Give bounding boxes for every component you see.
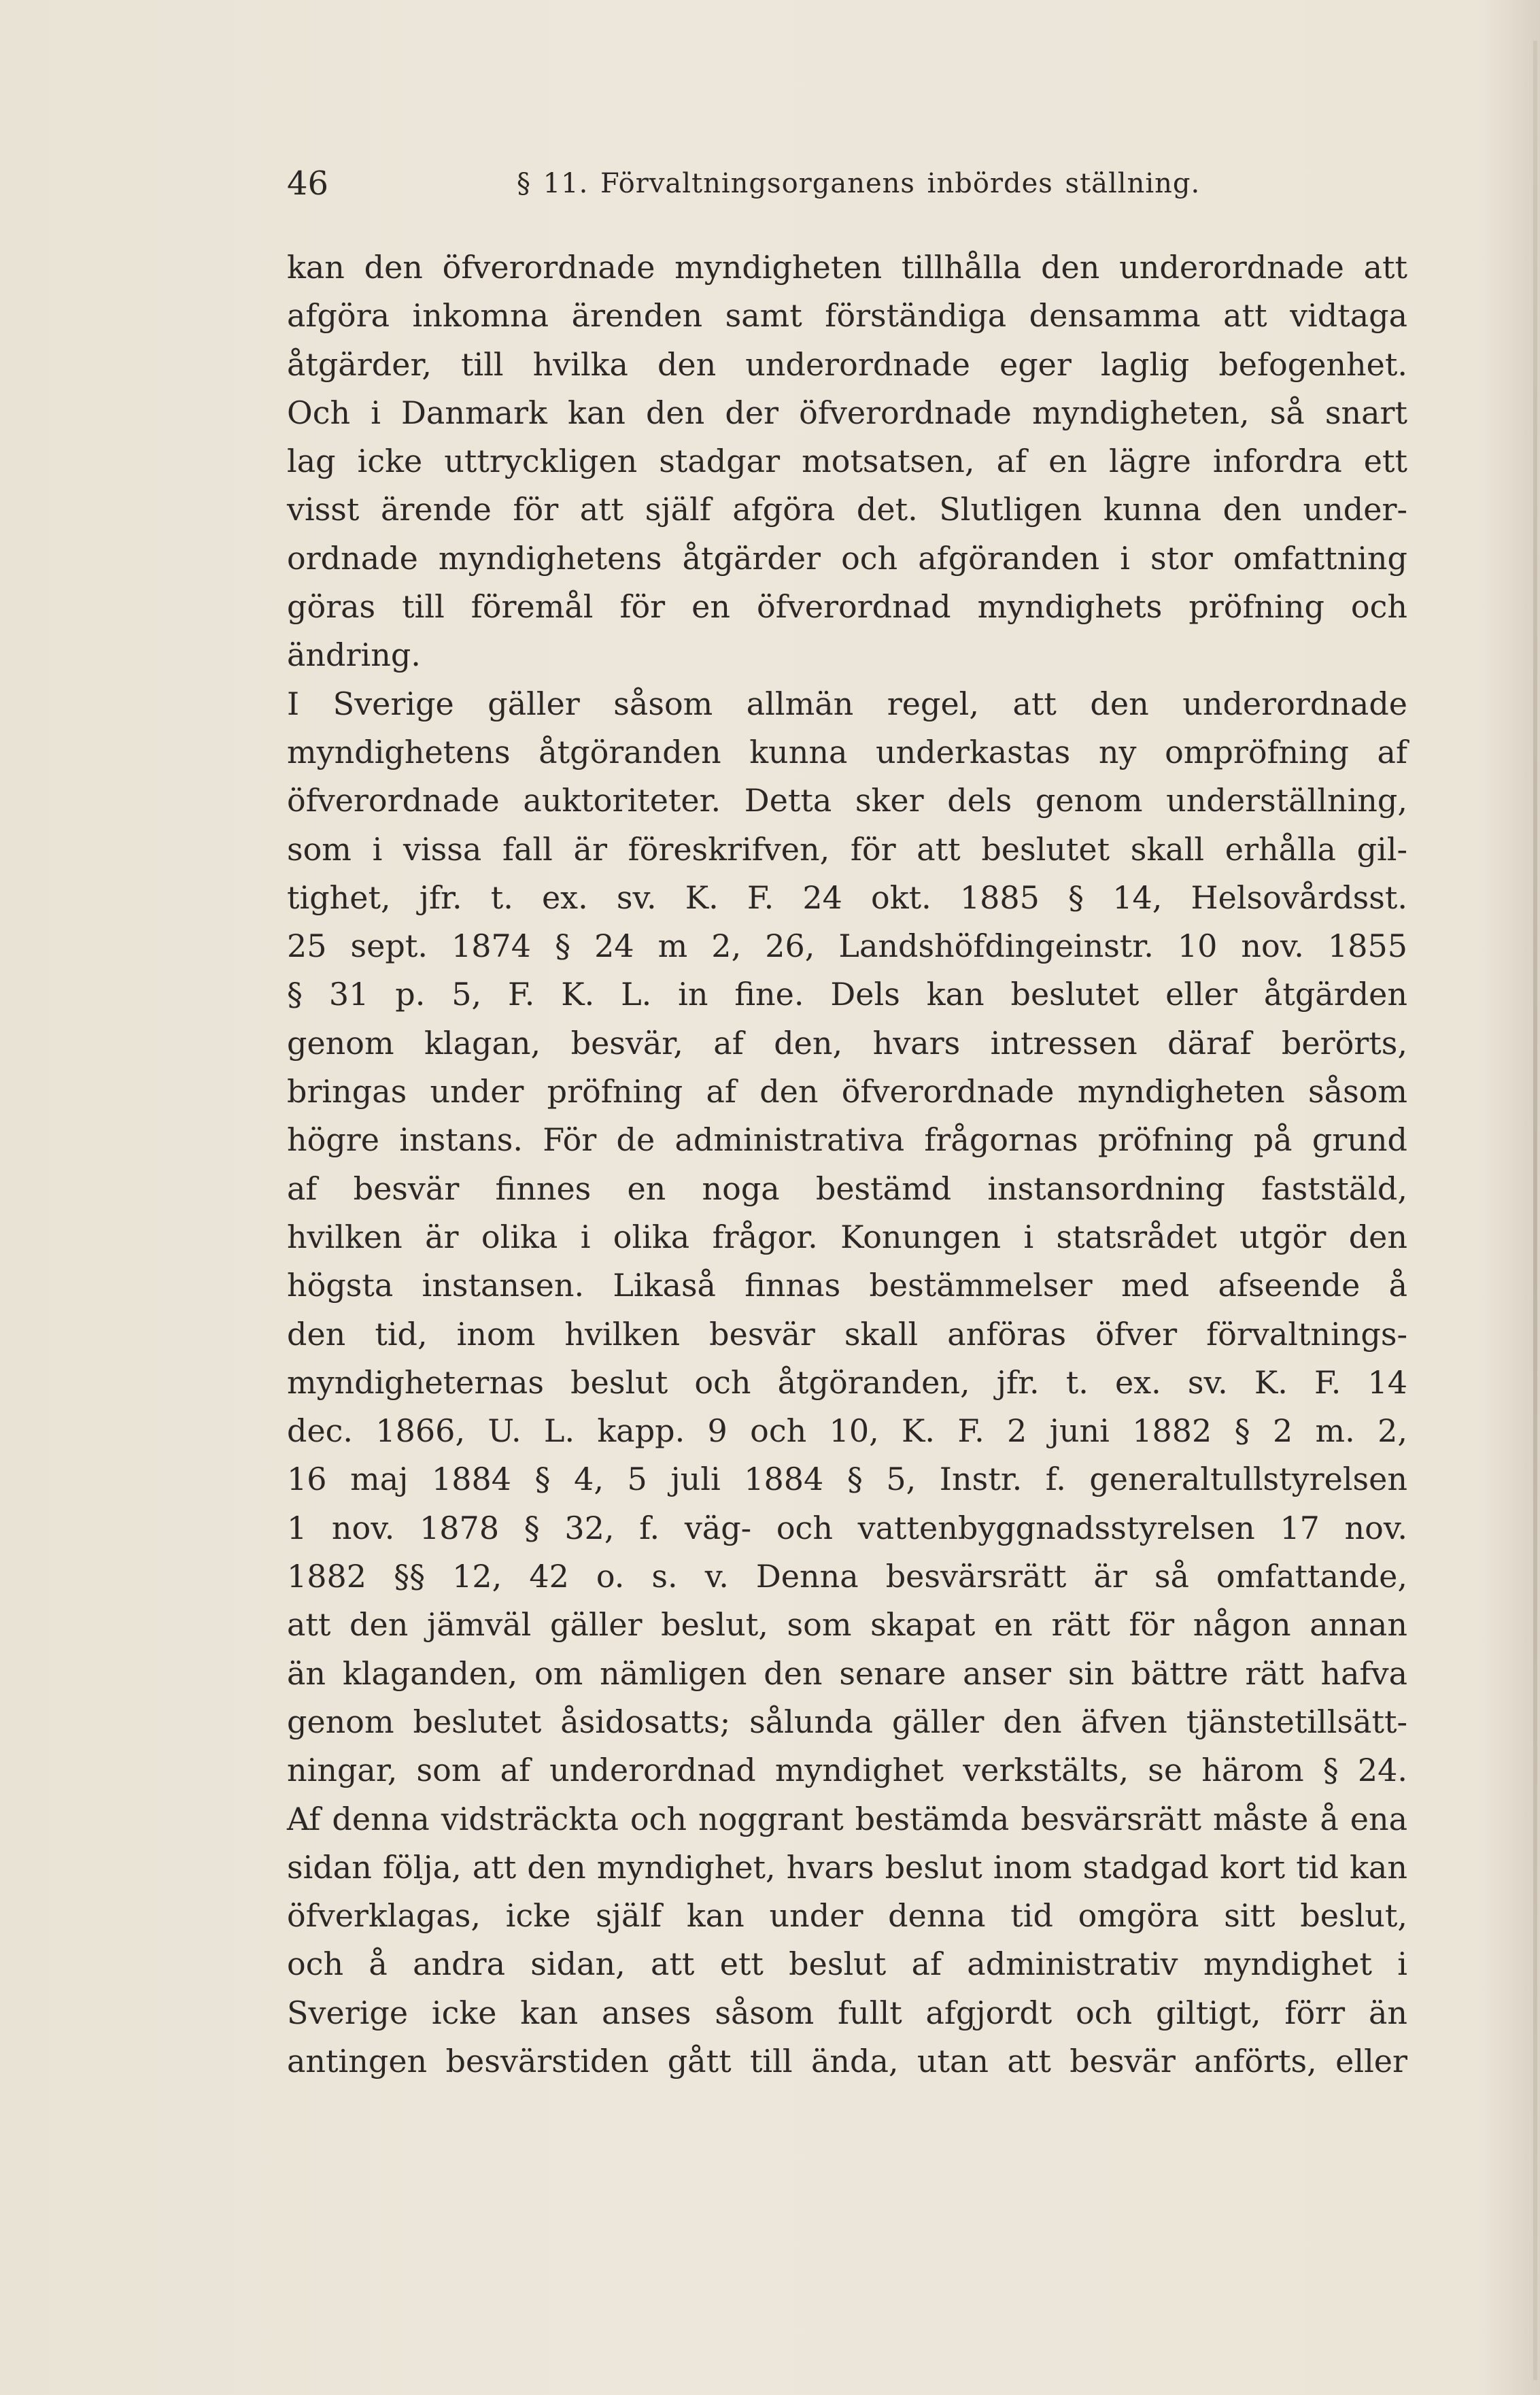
text-line: öfverordnade auktoriteter. Detta sker dels genom underställning, (287, 782, 1407, 819)
text-line: öfverklagas, icke själf kan under denna tid omgöra sitt beslut, (287, 1897, 1407, 1935)
text-line: göras till föremål för en öfverordnad myndighets pröfning och (287, 588, 1407, 626)
text-line: bringas under pröfning af den öfverordnade myndigheten såsom (287, 1073, 1407, 1110)
text-line: Och i Danmark kan den der öfverordnade myndigheten, så snart (287, 394, 1407, 431)
text-line: af besvär finnes en noga bestämd instansordning faststäld, (287, 1170, 1407, 1207)
text-line: Sverige icke kan anses såsom fullt afgjordt och giltigt, förr än (287, 1994, 1407, 2031)
text-line: genom klagan, besvär, af den, hvars intressen däraf berörts, (287, 1024, 1407, 1061)
text-line: dec. 1866, U. L. kapp. 9 och 10, K. F. 2 juni 1882 § 2 m. 2, (287, 1412, 1407, 1450)
text-line: § 31 p. 5, F. K. L. in fine. Dels kan beslutet eller åtgärden (287, 976, 1407, 1013)
text-line: visst ärende för att själf afgöra det. Slutligen kunna den under- (287, 491, 1407, 528)
text-line: att den jämväl gäller beslut, som skapat en rätt för någon annan (287, 1606, 1407, 1644)
text-line: högre instans. För de administrativa frågornas pröfning på grund (287, 1121, 1407, 1159)
text-line: hvilken är olika i olika frågor. Konungen i statsrådet utgör den (287, 1218, 1407, 1255)
text-line: lag icke uttryckligen stadgar motsatsen, af en lägre infordra ett (287, 443, 1407, 480)
text-line: myndighetens åtgöranden kunna underkastas ny ompröfning af (287, 733, 1407, 770)
running-head-title: § 11. Förvaltningsorganens inbördes ställning. (517, 168, 1201, 199)
text-line: ningar, som af underordnad myndighet verkstälts, se härom § 24. (287, 1752, 1407, 1789)
text-line: sidan följa, att den myndighet, hvars beslut inom stadgad kort tid kan (287, 1848, 1407, 1886)
text-line: afgöra inkomna ärenden samt förständiga densamma att vidtaga (287, 297, 1407, 335)
text-line: högsta instansen. Likaså finnas bestämmelser med afseende å (287, 1267, 1407, 1304)
text-line: antingen besvärstiden gått till ända, utan att besvär anförts, eller (287, 2042, 1407, 2079)
text-line: åtgärder, till hvilka den underordnade eger laglig befogenhet. (287, 345, 1407, 383)
text-line: den tid, inom hvilken besvär skall anföras öfver förvaltnings- (287, 1315, 1407, 1353)
text-line: tighet, jfr. t. ex. sv. K. F. 24 okt. 1885 § 14, Helsovårdsst. (287, 879, 1407, 916)
text-line: än klaganden, om nämligen den senare anser sin bättre rätt hafva (287, 1654, 1407, 1692)
text-line: Af denna vidsträckta och noggrant bestämda besvärsrätt måste å ena (287, 1800, 1407, 1837)
text-line: genom beslutet åsidosatts; sålunda gäller den äfven tjänstetillsätt- (287, 1703, 1407, 1740)
text-line: som i vissa fall är föreskrifven, för att beslutet skall erhålla gil- (287, 830, 1407, 868)
text-line: 1882 §§ 12, 42 o. s. v. Denna besvärsrätt är så omfattande, (287, 1558, 1407, 1595)
page-number: 46 (287, 165, 329, 203)
text-line: ordnade myndighetens åtgärder och afgöranden i stor omfattning (287, 539, 1407, 577)
text-line: 1 nov. 1878 § 32, f. väg- och vattenbyggnadsstyrelsen 17 nov. (287, 1509, 1407, 1546)
page-edge (1533, 41, 1537, 2380)
text-line: I Sverige gäller såsom allmän regel, att den underordnade (287, 685, 1407, 722)
body-text (287, 243, 1407, 2086)
text-line: kan den öfverordnade myndigheten tillhålla den underordnade att (287, 249, 1407, 286)
text-line: 25 sept. 1874 § 24 m 2, 26, Landshöfdingeinstr. 10 nov. 1855 (287, 928, 1407, 965)
running-head (287, 163, 1407, 204)
text-line: och å andra sidan, att ett beslut af administrativ myndighet i (287, 1946, 1407, 1983)
text-line: 16 maj 1884 § 4, 5 juli 1884 § 5, Instr. f. generaltullstyrelsen (287, 1461, 1407, 1498)
text-line: ändring. (287, 636, 421, 674)
text-line: myndigheternas beslut och åtgöranden, jfr. t. ex. sv. K. F. 14 (287, 1363, 1407, 1401)
